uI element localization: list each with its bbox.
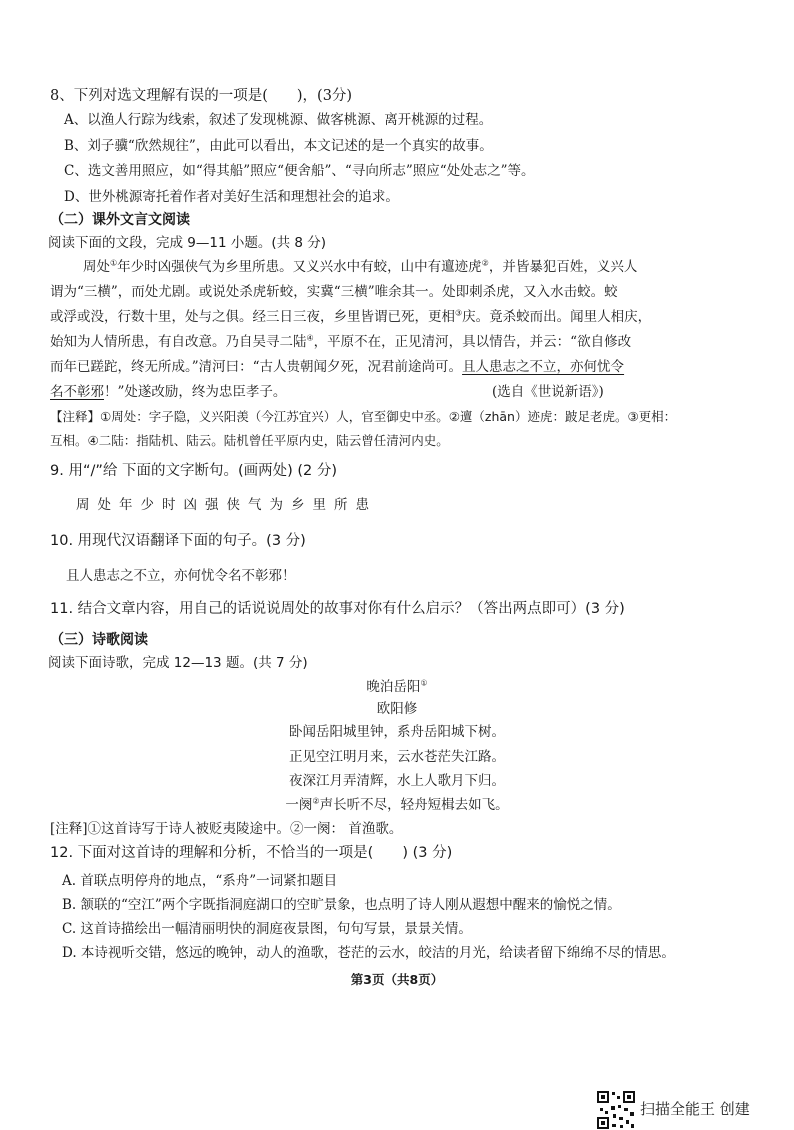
q12-option-a: A. 首联点明停舟的地点，“系舟”一词紧扣题目 (62, 873, 338, 889)
section2-intro: 阅读下面的文段，完成 9—11 小题。(共 8 分) (48, 235, 327, 251)
q11-stem: 11. 结合文章内容，用自己的话说说周处的故事对你有什么启示？（答出两点即可）(3 分) (50, 601, 625, 617)
footnote-marker: ③ (455, 308, 463, 318)
poem-line-2: 正见空江明月来，云水苍茫失江路。 (289, 749, 505, 765)
q8-stem: 8、下列对选文理解有误的一项是( )，(3分) (50, 88, 353, 104)
passage-line-6 (50, 383, 286, 401)
q12-option-c: C. 这首诗描绘出一幅清丽明快的洞庭夜景图，句句写景，景景关情。 (62, 921, 472, 937)
passage-text: 庆。竟杀蛟而出。闻里人相庆， (462, 309, 652, 325)
qr-code-icon (596, 1090, 636, 1130)
annotation-line-2: 互相。④二陆：指陆机、陆云。陆机曾任平原内史，陆云曾任清河内史。 (50, 433, 449, 448)
q9-stem: 9. 用“/”给 下面的文字断句。(画两处) (2 分) (50, 463, 338, 479)
passage-text: ，平原不在，正见清河，具以情告，并云：“欲自修改 (313, 334, 632, 350)
poem-text: 声长听不尽，轻舟短楫去如飞。 (319, 797, 509, 813)
footnote-marker: ② (312, 796, 320, 806)
passage-line-5 (50, 358, 624, 376)
scanner-watermark: 扫描全能王 创建 (640, 1100, 750, 1118)
underlined-sentence: 且人患志之不立，亦何忧令 (462, 359, 625, 375)
passage-text: ，并皆暴犯百姓，义兴人 (488, 259, 638, 275)
q8-option-c: C、选文善用照应，如“得其船”照应“便舍船”、“寻向所志”照应“处处志之”等。 (64, 163, 535, 179)
poem-author: 欧阳修 (376, 701, 418, 717)
passage-text: ！”处遂改励，终为忠臣孝子。 (104, 384, 287, 400)
passage-line-1 (83, 258, 637, 276)
annotation-line-1: 【注释】①周处：字子隐，义兴阳羡（今江苏宜兴）人，官至御史中丞。②邅（zhān）迹虎：跛足老虎。③更相： (50, 409, 677, 424)
poem-title (0, 678, 794, 696)
page-number: 第3页（共8页） (350, 972, 444, 987)
footnote-marker: ① (420, 678, 428, 688)
footnote-marker: ④ (306, 333, 314, 343)
q12-option-d: D. 本诗视听交错，悠远的晚钟，动人的渔歌，苍茫的云水，皎洁的月光，给读者留下绵绵不尽的情思。 (62, 945, 675, 961)
passage-line-2: 谓为“三横”，而处尤剧。或说处杀虎斩蛟，实冀“三横”唯余其一。处即刺杀虎，又入水击蛟。蛟 (50, 284, 618, 300)
q8-option-b: B、刘子骥“欣然规往”，由此可以看出，本文记述的是一个真实的故事。 (64, 138, 493, 154)
passage-text: 或浮或没，行数十里，处与之俱。经三日三夜，乡里皆谓已死，更相 (50, 309, 455, 325)
passage-text: 年少时凶强侠气为乡里所患。又义兴水中有蛟，山中有邅迹虎 (117, 259, 482, 275)
q9-text: 周处年少时凶强侠气为乡里所患 (76, 497, 377, 513)
q10-stem: 10. 用现代汉语翻译下面的句子。(3 分) (50, 533, 306, 549)
passage-line-4 (50, 333, 631, 351)
section3-title: （三）诗歌阅读 (50, 632, 148, 648)
q10-text: 且人患志之不立，亦何忧令名不彰邪！ (66, 568, 296, 584)
section3-intro: 阅读下面诗歌，完成 12—13 题。(共 7 分) (48, 655, 308, 671)
poem-annotation: [注释]①这首诗写于诗人被贬夷陵途中。②一阕： 首渔歌。 (50, 821, 403, 837)
q8-option-d: D、世外桃源寄托着作者对美好生活和理想社会的追求。 (64, 189, 399, 205)
passage-line-3 (50, 308, 651, 326)
q12-stem: 12. 下面对这首诗的理解和分析，不恰当的一项是( ) (3 分) (50, 845, 453, 861)
q12-option-b: B. 颔联的“空江”两个字既指洞庭湖口的空旷景象，也点明了诗人刚从遐想中醒来的愉悦之情。 (62, 897, 621, 913)
poem-line-1: 卧闻岳阳城里钟，系舟岳阳城下树。 (289, 724, 505, 740)
passage-source: (选自《世说新语》) (492, 384, 604, 400)
passage-text: 周处 (83, 259, 110, 275)
underlined-sentence: 名不彰邪 (50, 384, 104, 400)
footnote-marker: ① (110, 258, 118, 268)
passage-text: 而年已蹉跎，终无所成。”清河曰：“古人贵朝闻夕死，况君前途尚可。 (50, 359, 463, 375)
q8-option-a: A、以渔人行踪为线索，叙述了发现桃源、做客桃源、离开桃源的过程。 (64, 112, 493, 128)
poem-text: 一阕 (285, 797, 313, 813)
passage-text: 始知为人情所患，有自改意。乃自吴寻二陆 (50, 334, 307, 350)
poem-title-text: 晚泊岳阳 (366, 679, 421, 695)
footnote-marker: ② (481, 258, 489, 268)
section2-title: （二）课外文言文阅读 (50, 212, 190, 228)
poem-line-3: 夜深江月弄清辉，水上人歌月下归。 (289, 773, 505, 789)
poem-line-4 (0, 796, 794, 814)
